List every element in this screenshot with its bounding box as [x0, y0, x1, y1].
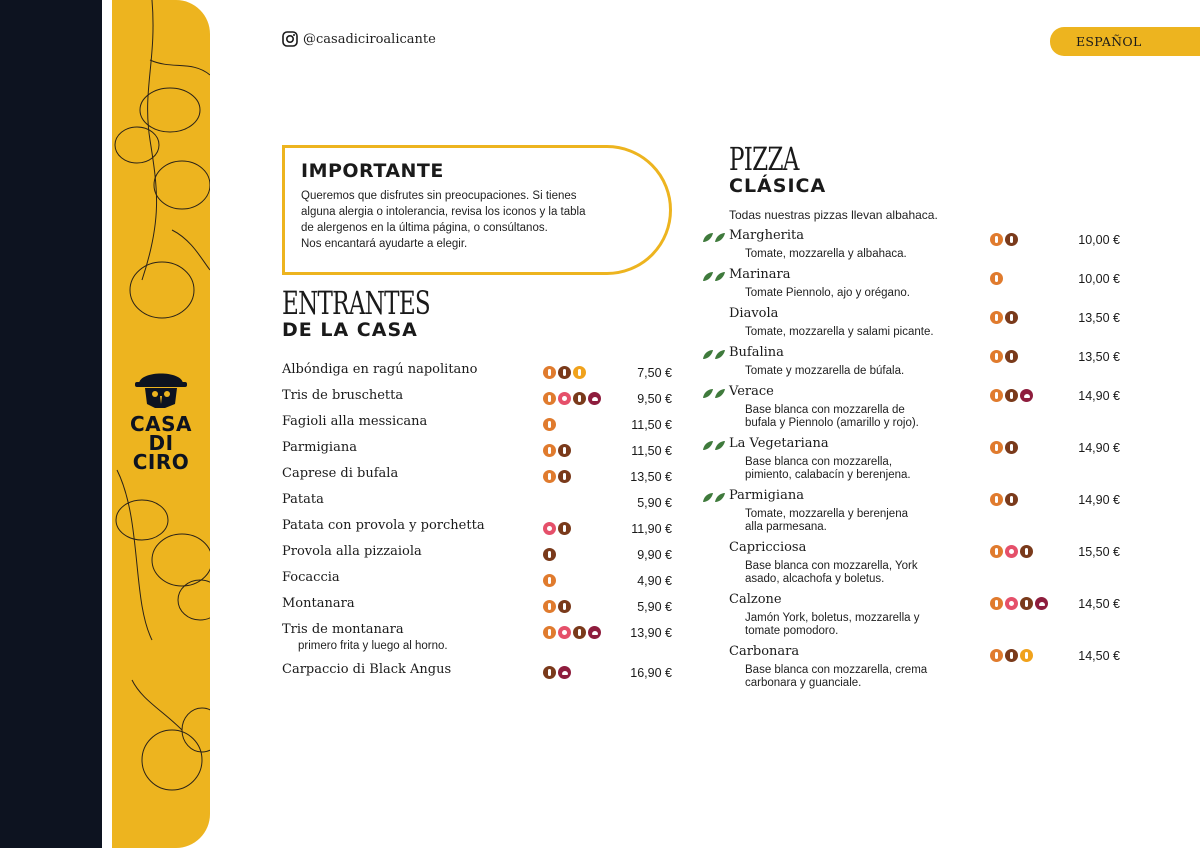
allergen-wine-icon [1020, 389, 1033, 402]
item-name: Capricciosa [729, 540, 807, 555]
allergen-icons [990, 272, 1003, 285]
notice-line: Nos encantará ayudarte a elegir. [301, 238, 468, 250]
item-description [745, 287, 980, 300]
item-price: 15,50 € [1078, 545, 1120, 559]
left-dark-strip [0, 0, 102, 848]
menu-item [700, 228, 1122, 267]
allergy-notice [282, 145, 672, 275]
item-name: Caprese di bufala [282, 466, 399, 481]
allergen-icons [990, 649, 1033, 662]
item-name: Albóndiga en ragú napolitano [282, 362, 478, 377]
pizza-heading [729, 140, 827, 197]
item-price: 5,90 € [637, 496, 672, 510]
allergen-icons [543, 470, 571, 483]
entrantes-heading [282, 284, 488, 341]
allergen-orange-icon [543, 600, 556, 613]
allergen-brown-icon [1005, 441, 1018, 454]
item-price: 13,90 € [630, 626, 672, 640]
menu-item [700, 592, 1122, 644]
item-name: Patata con provola y porchetta [282, 518, 485, 533]
item-name: Fagioli alla messicana [282, 414, 428, 429]
notice-line: alguna alergia o intolerancia, revisa los iconos y la tabla [301, 206, 586, 218]
menu-item [700, 345, 1122, 384]
item-price: 11,90 € [631, 522, 672, 536]
item-price: 14,50 € [1078, 597, 1120, 611]
entrantes-list [282, 362, 674, 688]
item-name: Calzone [729, 592, 782, 607]
allergen-brown-icon [543, 548, 556, 561]
allergen-brown-icon [1005, 233, 1018, 246]
item-name: Parmigiana [282, 440, 357, 455]
allergen-brown-icon [558, 600, 571, 613]
menu-item [282, 466, 674, 492]
allergen-orange-icon [543, 626, 556, 639]
allergen-icons [990, 389, 1033, 402]
item-name: Montanara [282, 596, 355, 611]
allergen-yellow-icon [573, 366, 586, 379]
item-price: 10,00 € [1078, 272, 1120, 286]
allergen-orange-icon [543, 418, 556, 431]
item-name: Tris de bruschetta [282, 388, 404, 403]
item-name: Carpaccio di Black Angus [282, 662, 452, 677]
allergen-icons [990, 597, 1048, 610]
allergen-icons [990, 233, 1018, 246]
allergen-brown-icon [1020, 597, 1033, 610]
item-name: Patata [282, 492, 324, 507]
allergen-icons [543, 626, 601, 639]
menu-item [282, 570, 674, 596]
item-price: 11,50 € [631, 418, 672, 432]
item-name: Margherita [729, 228, 805, 243]
allergen-orange-icon [990, 389, 1003, 402]
allergen-wine-icon [588, 392, 601, 405]
item-name: Marinara [729, 267, 791, 282]
menu-item [700, 436, 1122, 488]
vegetarian-leaf-icon [702, 387, 726, 405]
vegetarian-leaf-icon [702, 348, 726, 366]
entrantes-title-bold: DE LA CASA [282, 319, 418, 341]
menu-item [282, 596, 674, 622]
item-name: Tris de montanara [282, 622, 404, 637]
allergen-pink-icon [543, 522, 556, 535]
menu-item [700, 267, 1122, 306]
allergen-orange-icon [990, 545, 1003, 558]
description-line: alla parmesana. [745, 521, 827, 533]
notice-title: IMPORTANTE [301, 160, 444, 182]
item-price: 13,50 € [1078, 311, 1120, 325]
item-price: 16,90 € [630, 666, 672, 680]
notice-line: Queremos que disfrutes sin preocupaciones. Si tienes [301, 190, 577, 202]
menu-item [700, 488, 1122, 540]
item-name: Parmigiana [729, 488, 804, 503]
item-description [745, 365, 980, 378]
brand-name-line2: DI CIRO [132, 431, 190, 474]
item-price: 7,50 € [637, 366, 672, 380]
allergen-orange-icon [543, 392, 556, 405]
item-description: primero frita y luego al horno. [298, 640, 448, 652]
allergen-orange-icon [990, 597, 1003, 610]
allergen-icons [543, 522, 571, 535]
description-line: pimiento, calabacín y berenjena. [745, 469, 911, 481]
language-button[interactable] [1050, 27, 1200, 56]
allergen-orange-icon [543, 470, 556, 483]
allergen-icons [543, 418, 556, 431]
description-line: Tomate, mozzarella y salami picante. [745, 326, 934, 338]
item-price: 10,00 € [1078, 233, 1120, 247]
description-line: Base blanca con mozzarella, crema [745, 664, 928, 676]
allergen-yellow-icon [1020, 649, 1033, 662]
allergen-orange-icon [990, 350, 1003, 363]
description-line: Tomate y mozzarella de búfala. [745, 365, 905, 377]
item-name: Verace [729, 384, 774, 399]
description-line: Tomate Piennolo, ajo y orégano. [745, 287, 910, 299]
allergen-icons [543, 666, 571, 679]
allergen-orange-icon [990, 493, 1003, 506]
item-name: Focaccia [282, 570, 340, 585]
brand-name-line1: CASA [129, 412, 193, 436]
allergen-icons [990, 441, 1018, 454]
description-line: asado, alcachofa y boletus. [745, 573, 885, 585]
item-description [745, 508, 980, 534]
allergen-icons [543, 366, 586, 379]
allergen-pink-icon [1005, 545, 1018, 558]
allergen-brown-icon [1005, 350, 1018, 363]
allergen-pink-icon [558, 392, 571, 405]
item-description [745, 560, 980, 586]
allergen-brown-icon [558, 444, 571, 457]
item-price: 13,50 € [1078, 350, 1120, 364]
mask-logo-icon [131, 364, 191, 410]
menu-item [282, 662, 674, 688]
allergen-orange-icon [990, 272, 1003, 285]
item-description [745, 664, 980, 690]
description-line: bufala y Piennolo (amarillo y rojo). [745, 417, 919, 429]
allergen-orange-icon [990, 311, 1003, 324]
allergen-orange-icon [543, 366, 556, 379]
allergen-icons [990, 493, 1018, 506]
allergen-icons [990, 311, 1018, 324]
item-price: 14,90 € [1078, 441, 1120, 455]
allergen-orange-icon [990, 441, 1003, 454]
item-description [745, 248, 980, 261]
item-price: 5,90 € [637, 600, 672, 614]
allergen-wine-icon [588, 626, 601, 639]
menu-item [700, 644, 1122, 696]
menu-item [282, 440, 674, 466]
pizza-list [700, 228, 1122, 696]
allergen-brown-icon [1005, 493, 1018, 506]
notice-line: de alergenos en la última página, o consúltanos. [301, 222, 548, 234]
allergen-brown-icon [573, 392, 586, 405]
allergen-icons [543, 392, 601, 405]
item-name: Carbonara [729, 644, 800, 659]
allergen-wine-icon [1035, 597, 1048, 610]
item-description [745, 612, 980, 638]
vegetarian-leaf-icon [702, 231, 726, 249]
menu-item [282, 492, 674, 518]
allergen-brown-icon [558, 522, 571, 535]
allergen-brown-icon [543, 666, 556, 679]
pizza-note: Todas nuestras pizzas llevan albahaca. [729, 208, 938, 222]
instagram-link[interactable] [282, 31, 436, 47]
allergen-orange-icon [990, 233, 1003, 246]
menu-item [282, 518, 674, 544]
description-line: Base blanca con mozzarella, York [745, 560, 918, 572]
vegetarian-leaf-icon [702, 491, 726, 509]
menu-item [282, 362, 674, 388]
allergen-brown-icon [1005, 311, 1018, 324]
menu-item [282, 388, 674, 414]
description-line: Tomate, mozzarella y berenjena [745, 508, 908, 520]
item-name: La Vegetariana [729, 436, 829, 451]
item-price: 9,90 € [637, 548, 672, 562]
item-price: 14,50 € [1078, 649, 1120, 663]
menu-item [700, 384, 1122, 436]
allergen-orange-icon [543, 574, 556, 587]
allergen-pink-icon [558, 626, 571, 639]
allergen-brown-icon [573, 626, 586, 639]
vegetarian-leaf-icon [702, 270, 726, 288]
allergen-wine-icon [558, 666, 571, 679]
item-name: Provola alla pizzaiola [282, 544, 422, 559]
allergen-icons [990, 350, 1018, 363]
allergen-orange-icon [543, 444, 556, 457]
description-line: Tomate, mozzarella y albahaca. [745, 248, 907, 260]
allergen-brown-icon [558, 470, 571, 483]
menu-item [700, 306, 1122, 345]
item-price: 13,50 € [630, 470, 672, 484]
language-label: ESPAÑOL [1076, 34, 1142, 49]
allergen-icons [543, 548, 556, 561]
allergen-icons [990, 545, 1033, 558]
item-description [745, 404, 980, 430]
description-line: Base blanca con mozzarella, [745, 456, 893, 468]
allergen-pink-icon [1005, 597, 1018, 610]
description-line: carbonara y guanciale. [745, 677, 862, 689]
item-name: Bufalina [729, 345, 784, 360]
menu-item [282, 414, 674, 440]
menu-item [282, 622, 674, 662]
instagram-icon [282, 31, 298, 47]
pizza-title-thin: PIZZA [729, 140, 799, 178]
allergen-brown-icon [1005, 389, 1018, 402]
item-price: 4,90 € [637, 574, 672, 588]
item-name: Diavola [729, 306, 779, 321]
allergen-brown-icon [1005, 649, 1018, 662]
instagram-handle: @casadiciroalicante [303, 31, 436, 47]
allergen-brown-icon [558, 366, 571, 379]
item-description [745, 456, 980, 482]
item-price: 14,90 € [1078, 389, 1120, 403]
description-line: Jamón York, boletus, mozzarella y [745, 612, 920, 624]
item-price: 9,50 € [637, 392, 672, 406]
brand-logo [121, 364, 201, 472]
allergen-icons [543, 574, 556, 587]
allergen-icons [543, 444, 571, 457]
allergen-icons [543, 600, 571, 613]
allergen-orange-icon [990, 649, 1003, 662]
menu-item [700, 540, 1122, 592]
description-line: Base blanca con mozzarella de [745, 404, 905, 416]
pizza-title-bold: CLÁSICA [729, 175, 827, 197]
vegetarian-leaf-icon [702, 439, 726, 457]
item-price: 11,50 € [631, 444, 672, 458]
allergen-brown-icon [1020, 545, 1033, 558]
description-line: tomate pomodoro. [745, 625, 839, 637]
menu-item [282, 544, 674, 570]
item-price: 14,90 € [1078, 493, 1120, 507]
notice-body [301, 188, 651, 252]
entrantes-title-thin: ENTRANTES [282, 284, 430, 322]
item-description [745, 326, 980, 339]
